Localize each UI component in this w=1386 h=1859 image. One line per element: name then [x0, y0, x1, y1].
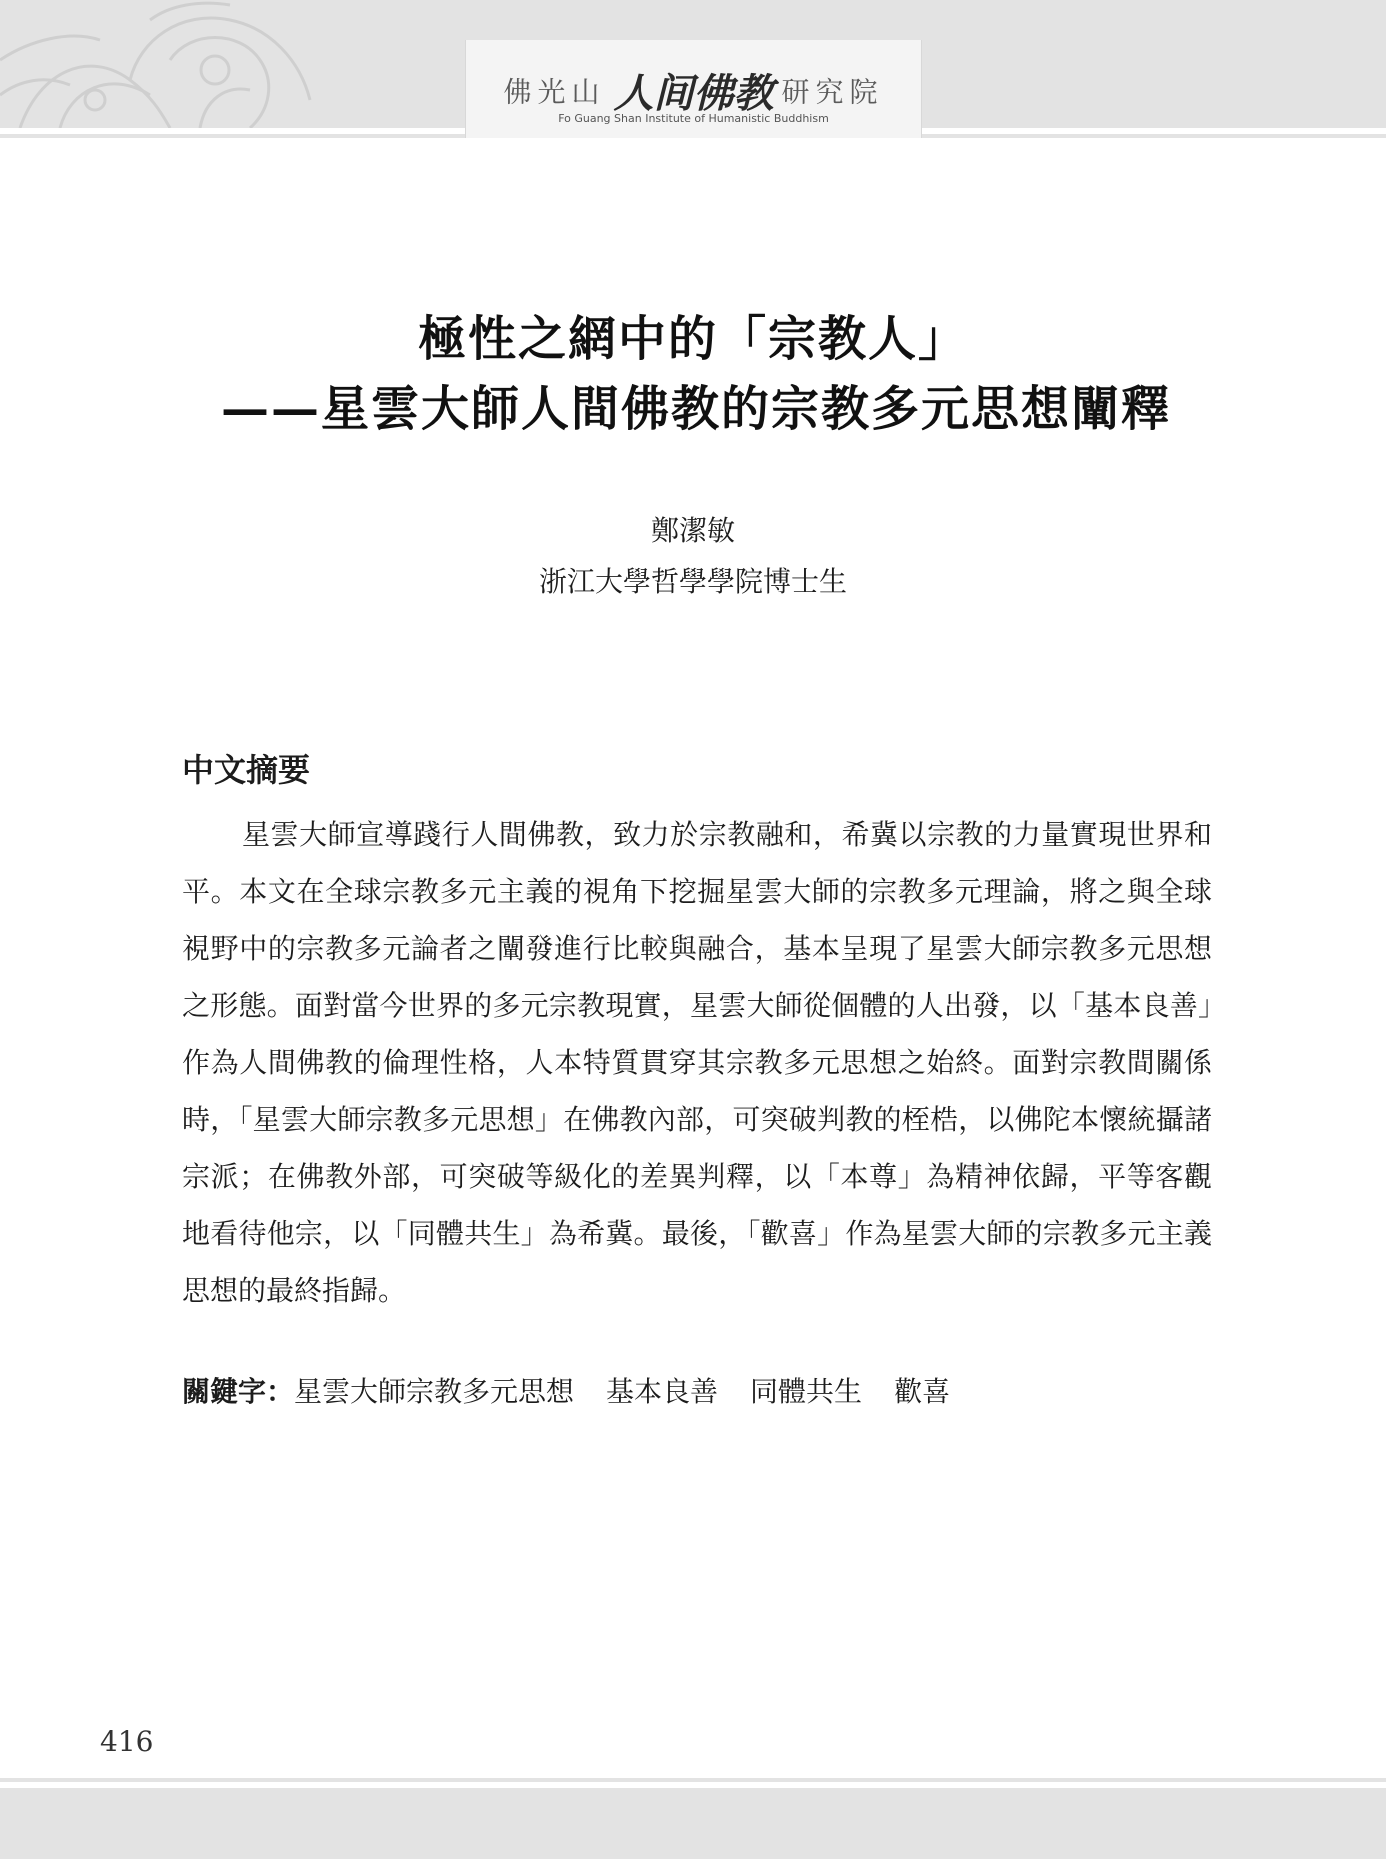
page-number: 416	[100, 1725, 154, 1758]
logo-brush-text: 人间佛教	[613, 70, 774, 117]
paper-title-line-2: ——星雲大師人間佛教的宗教多元思想闡釋	[220, 381, 1171, 437]
author-affiliation: 浙江大學哲學學院博士生	[538, 565, 847, 598]
logo-left-text: 佛光山	[503, 75, 606, 109]
keyword-item: 基本良善	[606, 1375, 719, 1408]
keyword-item: 同體共生	[750, 1375, 863, 1408]
logo-right-text: 研究院	[781, 75, 884, 109]
abstract-heading: 中文摘要	[182, 751, 311, 789]
keywords-label: 關鍵字：	[182, 1375, 295, 1408]
lotus-decoration-icon	[0, 0, 320, 128]
keyword-item: 星雲大師宗教多元思想	[294, 1375, 575, 1408]
institute-logo	[465, 40, 922, 138]
keyword-item: 歡喜	[894, 1375, 951, 1408]
author-name: 鄭潔敏	[650, 514, 735, 547]
logo-subtitle: Fo Guang Shan Institute of Humanistic Buddhism	[558, 112, 829, 125]
paper-title-line-1: 極性之網中的「宗教人」	[417, 311, 968, 367]
keywords	[182, 1370, 1212, 1410]
abstract-body: 星雲大師宣導踐行人間佛教，致力於宗教融和，希冀以宗教的力量實現世界和平。本文在全球宗教多元主義的視角下挖掘星雲大師的宗教多元理論，將之與全球視野中的宗教多元論者之闡發進行比較與融合，基本呈現了星雲大師宗教多元思想之形態。面對當今世界的多元宗教現實，星雲大師從個體的人出發，以「基本良善」作為人間佛教的倫理性格，人本特質貫穿其宗教多元思想之始終。面對宗教間關係時，「星雲大師宗教多元思想」在佛教內部，可突破判教的桎梏，以佛陀本懷統攝諸宗派；在佛教外部，可突破等級化的差異判釋，以「本尊」為精神依歸，平等客觀地看待他宗，以「同體共生」為希冀。最後，「歡喜」作為星雲大師的宗教多元主義思想的最終指歸。	[182, 818, 1212, 1307]
footer-divider	[0, 1778, 1386, 1782]
footer-band	[0, 1788, 1386, 1859]
